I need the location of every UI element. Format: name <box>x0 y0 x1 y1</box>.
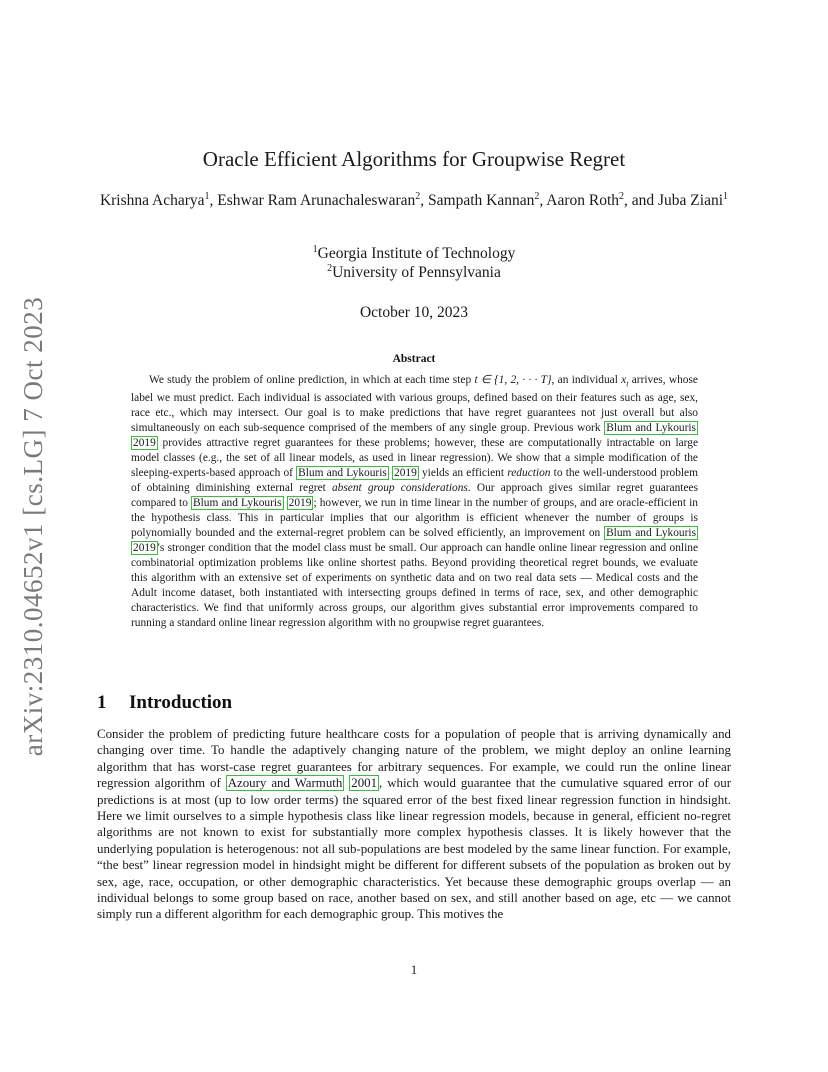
citation-authors: Blum and Lykouris <box>193 497 282 510</box>
author-name: , and Juba Ziani <box>624 192 724 209</box>
abstract-text: We study the problem of online prediction, in which at each time step <box>149 374 475 386</box>
section-title: Introduction <box>129 692 233 713</box>
body-text: , which would guarantee that the cumulative squared error of our predictions is at most (up to low order terms) the squared error of the best fixed linear regression function in hindsight. Here we limit ourselves to a simple hypothesis class like linear regression models, because in general, efficient no-regret algorithms are not known to exist for substantially more complex hypothesis classes. It is likely however that the underlying population is heterogenous: not all sub-populations are best modeled by the same linear function. For example, “the best” linear regression model in hindsight might be different for different subsets of the population as broken out by sex, age, race, occupation, or other demographic characteristics. Yet because these demographic groups overlap — an individual belongs to some group based on race, another based on sex, and still another based on age, etc — we cannot simply run a different algorithm for each demographic group. This motives the <box>97 776 731 922</box>
abstract-text: , an individual <box>551 374 622 386</box>
affiliation-list <box>0 244 828 282</box>
citation-year: 2001 <box>351 776 378 791</box>
citation-year-link[interactable] <box>392 466 419 480</box>
citation-link[interactable] <box>604 526 698 540</box>
math-var: x <box>621 374 627 386</box>
citation-link[interactable] <box>226 775 345 791</box>
abstract-text: yields an efficient <box>418 467 508 480</box>
citation-year-link[interactable] <box>287 496 314 510</box>
abstract-text: 's stronger condition that the model class must be small. Our approach can handle online linear regression and online combinatorial optimization problems like online shortest paths. Beyond providing theoretical regret bounds, we evaluate this algorithm with an extensive set of experiments on synthetic data and on two real data sets — Medical costs and the Adult income dataset, both instantiated with intersecting groups defined in terms of race, sex, and other demographic characteristics. We find that uniformly across groups, our algorithm gives substantial error improvements compared to running a standard online linear regression algorithm with no groupwise regret guarantees. <box>131 542 698 630</box>
affiliation-sup: 1 <box>312 243 318 255</box>
abstract-text: to the well-understood problem of obtaining diminishing external regret <box>131 467 698 495</box>
citation-year: 2019 <box>133 437 156 450</box>
citation-authors: Blum and Lykouris <box>298 467 387 480</box>
author-name: Krishna Acharya <box>99 192 205 209</box>
arxiv-identifier-stamp <box>14 296 54 756</box>
math-subscript: t <box>626 379 629 389</box>
emphasis-text: absent group considerations <box>331 482 468 495</box>
affiliation-line <box>0 244 828 263</box>
paper-date: October 10, 2023 <box>359 304 469 321</box>
citation-authors: Azoury and Warmuth <box>227 776 343 791</box>
abstract-body <box>131 373 698 631</box>
abstract-text: provides attractive regret guarantees for these problems; however, these are computationally intractable on large model classes (e.g., the set of all linear models, as used in linear regression). We show that a simple modification of the sleeping-experts-based approach of <box>131 437 698 480</box>
citation-year: 2019 <box>288 497 312 510</box>
arxiv-stamp-text: arXiv:2310.04652v1 [cs.LG] 7 Oct 2023 <box>18 296 49 756</box>
author-name: , Aaron Roth <box>539 192 620 209</box>
citation-year: 2019 <box>394 467 417 480</box>
affiliation-line <box>0 263 828 282</box>
abstract-text: arrives, whose label we must predict. Each individual is associated with various groups, defined based on their features such as age, sex, race etc., which may intersect. Our goal is to make predictions that have regret guarantees not just overall but also simultaneously on each sub-sequence comprised of the members of any single group. Previous work <box>131 374 698 435</box>
author-affil-sup: 2 <box>619 190 625 202</box>
section-number: 1 <box>97 692 107 713</box>
citation-year-link[interactable] <box>131 541 158 555</box>
paper-title: Oracle Efficient Algorithms for Groupwise Regret <box>202 147 626 171</box>
abstract-text: ; however, we run in time linear in the number of groups, and are oracle-efficient in the hypothesis class. This in particular implies that our algorithm is efficient whenever the number of groups is polynomially bounded and the external-regret problem can be solved efficiently, an improvement on <box>131 497 698 540</box>
citation-year: 2019 <box>133 542 156 555</box>
citation-link[interactable] <box>604 421 698 435</box>
section-heading <box>97 692 232 714</box>
author-affil-sup: 2 <box>415 190 421 202</box>
author-list <box>96 191 732 211</box>
citation-link[interactable] <box>296 466 389 480</box>
abstract-text: . Our approach gives similar regret guarantees compared to <box>131 482 699 510</box>
body-text: Consider the problem of predicting future healthcare costs for a population of people that is arriving dynamically and changing over time. To handle the adaptively changing nature of the problem, we might deploy an online learning algorithm that has worst-case regret guarantees for arbitrary sequences. For example, we could run the online linear regression algorithm of <box>97 727 731 791</box>
citation-authors: Blum and Lykouris <box>606 527 696 540</box>
author-name: , Eshwar Ram Arunachaleswaran <box>209 192 416 209</box>
math-inline: t ∈ {1, 2, · · · T} <box>474 374 552 386</box>
citation-year-link[interactable] <box>131 436 158 450</box>
page-number: 1 <box>410 963 418 977</box>
affiliation-name: Georgia Institute of Technology <box>317 245 516 262</box>
intro-paragraph <box>97 726 731 923</box>
citation-year-link[interactable] <box>349 775 379 791</box>
affiliation-sup: 2 <box>327 262 333 274</box>
affiliation-name: University of Pennsylvania <box>332 264 501 281</box>
author-affil-sup: 1 <box>723 190 729 202</box>
emphasis-text: reduction <box>507 467 551 480</box>
abstract-heading: Abstract <box>392 353 436 365</box>
author-affil-sup: 1 <box>204 190 210 202</box>
citation-authors: Blum and Lykouris <box>606 422 696 435</box>
author-affil-sup: 2 <box>534 190 540 202</box>
citation-link[interactable] <box>191 496 284 510</box>
author-name: , Sampath Kannan <box>420 192 535 209</box>
